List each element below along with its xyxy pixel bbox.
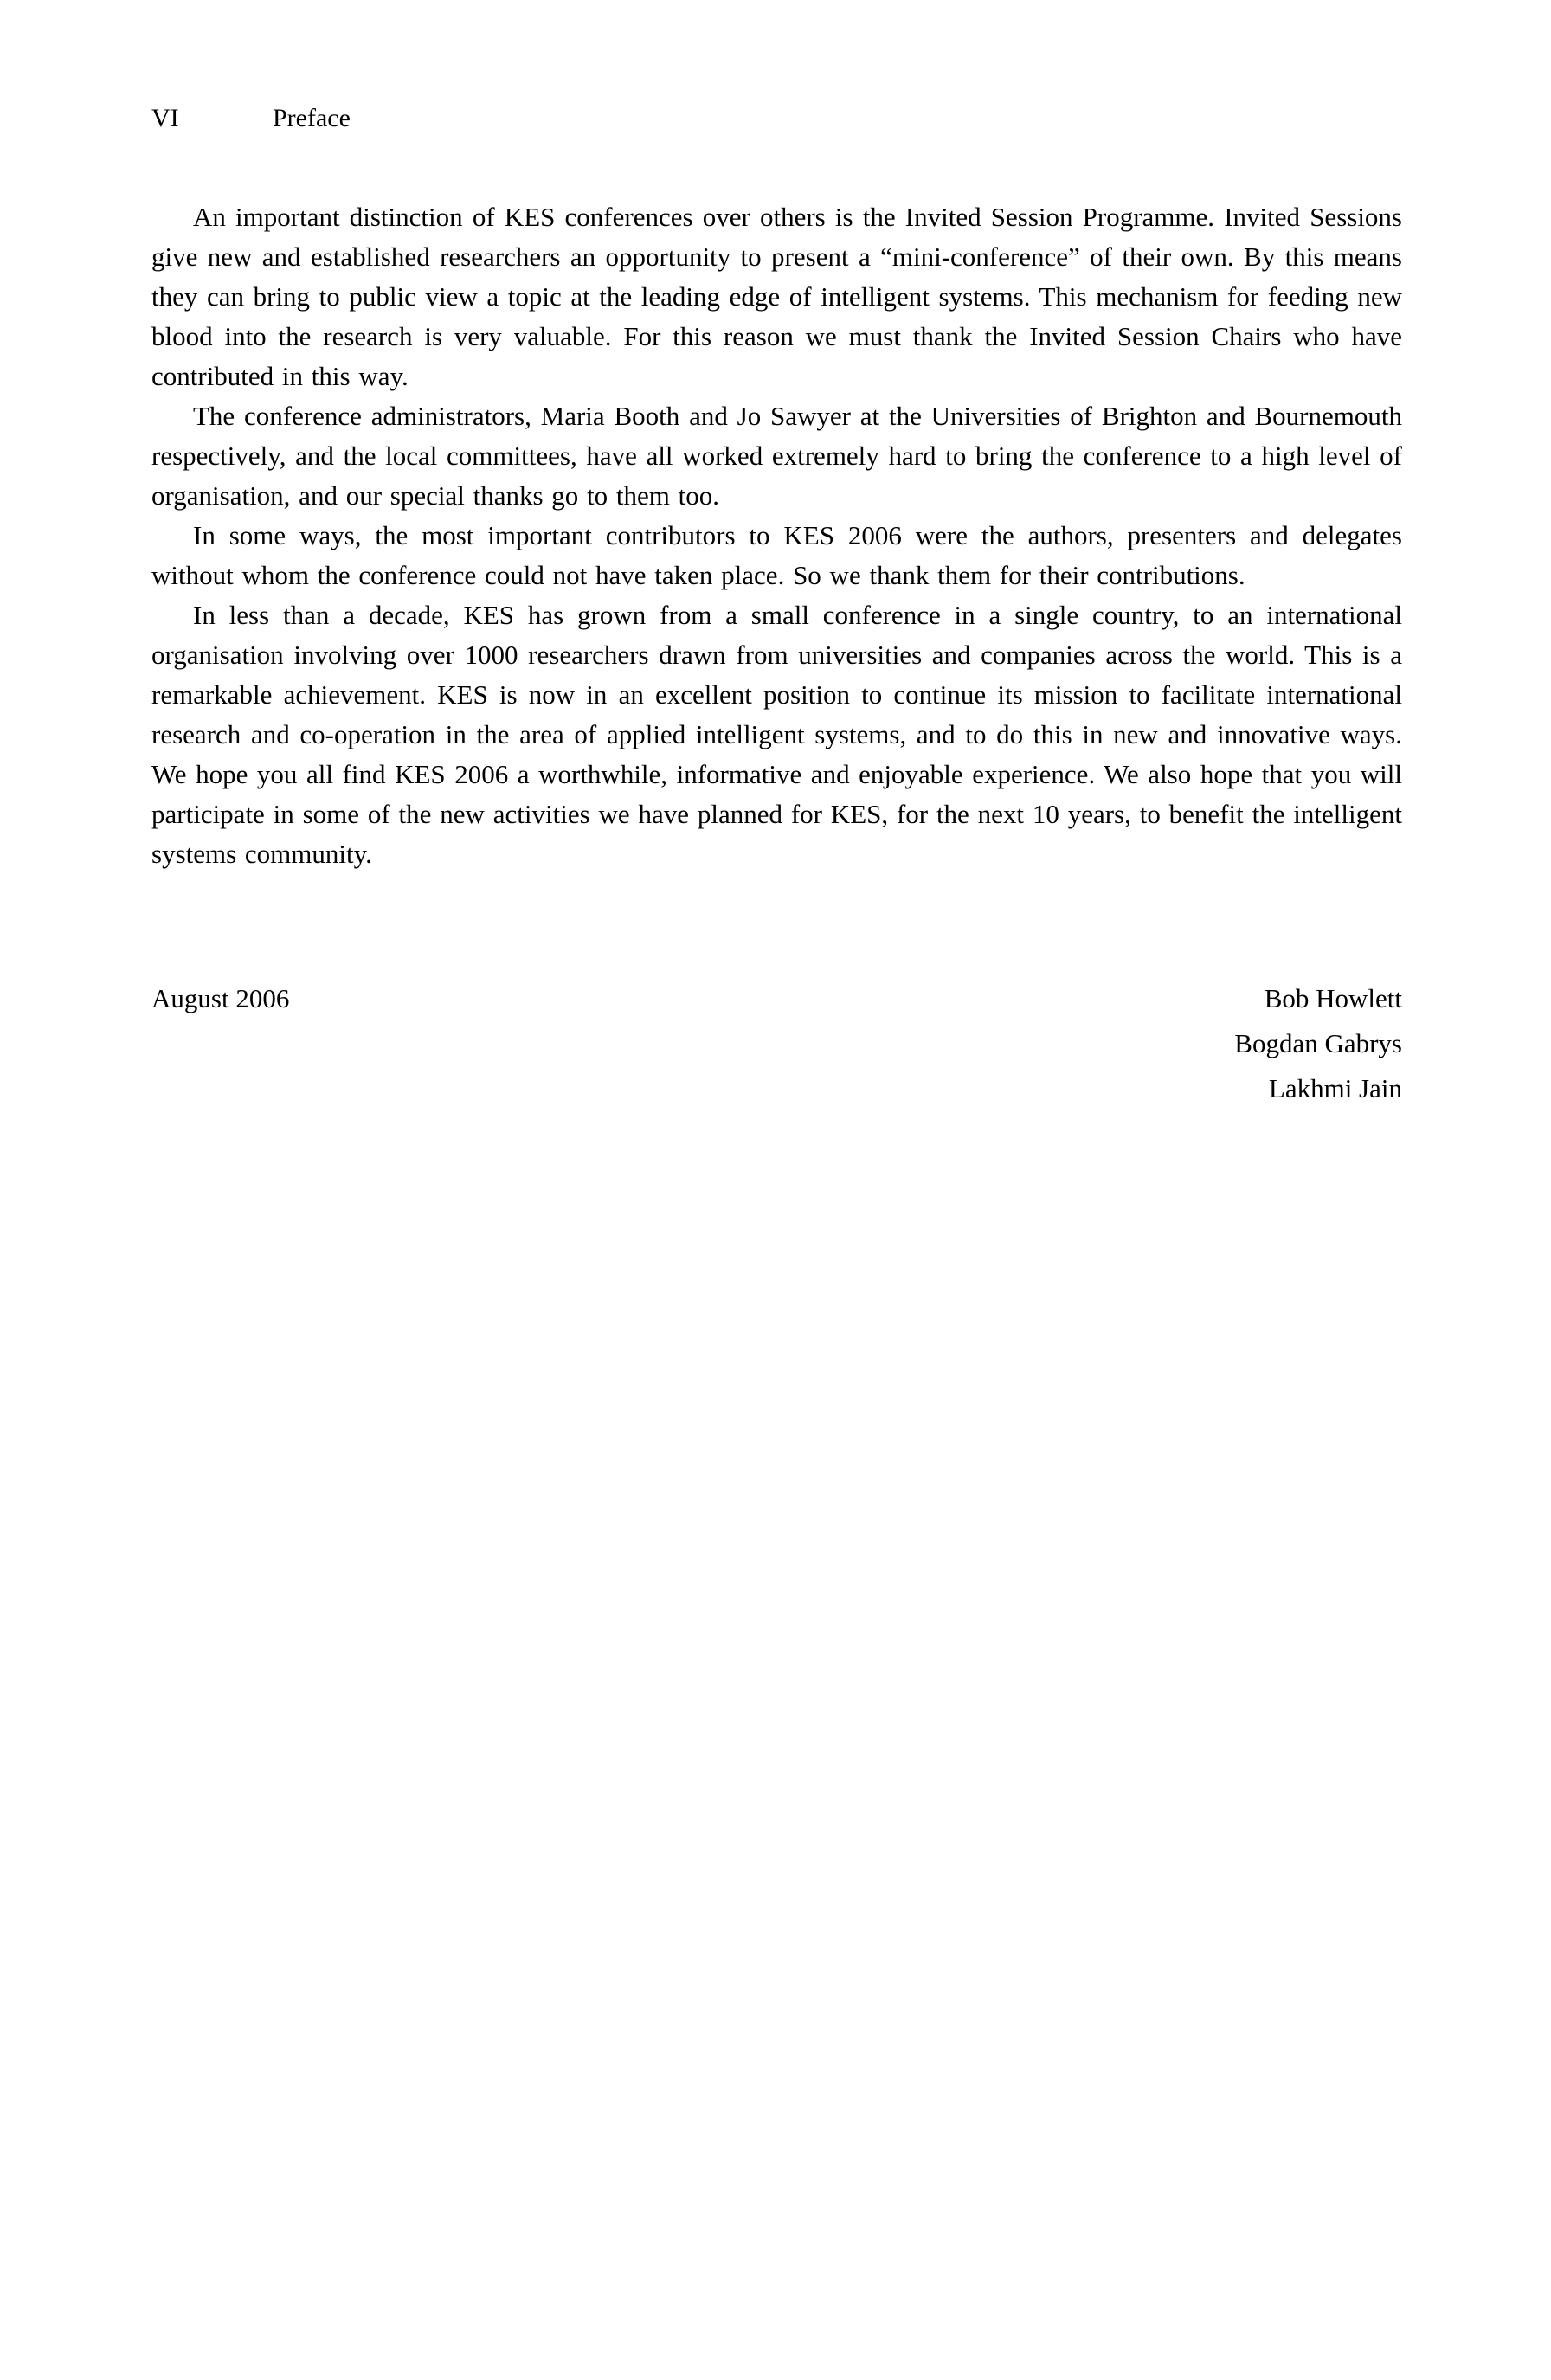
chapter-title: Preface	[273, 104, 351, 132]
closing-date: August 2006	[151, 983, 290, 1013]
page-number: VI	[151, 104, 179, 132]
preface-body	[151, 197, 1402, 874]
paragraph-administrators: The conference administrators, Maria Booth and Jo Sawyer at the Universities of Brighton and Bournemouth respectively, and the local committees, have all worked extremely hard to bring the conference to a high level of organisation, and our special thanks go to them too.	[151, 401, 1402, 511]
signature-name: Bob Howlett	[1264, 983, 1402, 1013]
paragraph-invited-sessions: An important distinction of KES conferences over others is the Invited Session Programme. Invited Sessions give new and established researchers an opportunity to present a “mini-conference” of their own. By this means they can bring to public view a topic at the leading edge of intelligent systems. This mechanism for feeding new blood into the research is very valuable. For this reason we must thank the Invited Session Chairs who have contributed in this way.	[151, 202, 1402, 391]
signature-name: Bogdan Gabrys	[1234, 1028, 1402, 1058]
paragraph-growth: In less than a decade, KES has grown from a small conference in a single country, to an international organisation involving over 1000 researchers drawn from universities and companies across the world. This is a remarkable achievement. KES is now in an excellent position to continue its mission to facilitate international research and co-operation in the area of applied intelligent systems, and to do this in new and innovative ways. We hope you all find KES 2006 a worthwhile, informative and enjoyable experience. We also hope that you will participate in some of the new activities we have planned for KES, for the next 10 years, to benefit the intelligent systems community.	[151, 600, 1402, 869]
signature-name: Lakhmi Jain	[1268, 1073, 1402, 1103]
closing-block	[151, 976, 1402, 1111]
signature-list	[1234, 976, 1402, 1111]
paragraph-contributors: In some ways, the most important contributors to KES 2006 were the authors, presenters and delegates without whom the conference could not have taken place. So we thank them for their contributions.	[151, 520, 1402, 590]
page-header	[151, 102, 1402, 135]
